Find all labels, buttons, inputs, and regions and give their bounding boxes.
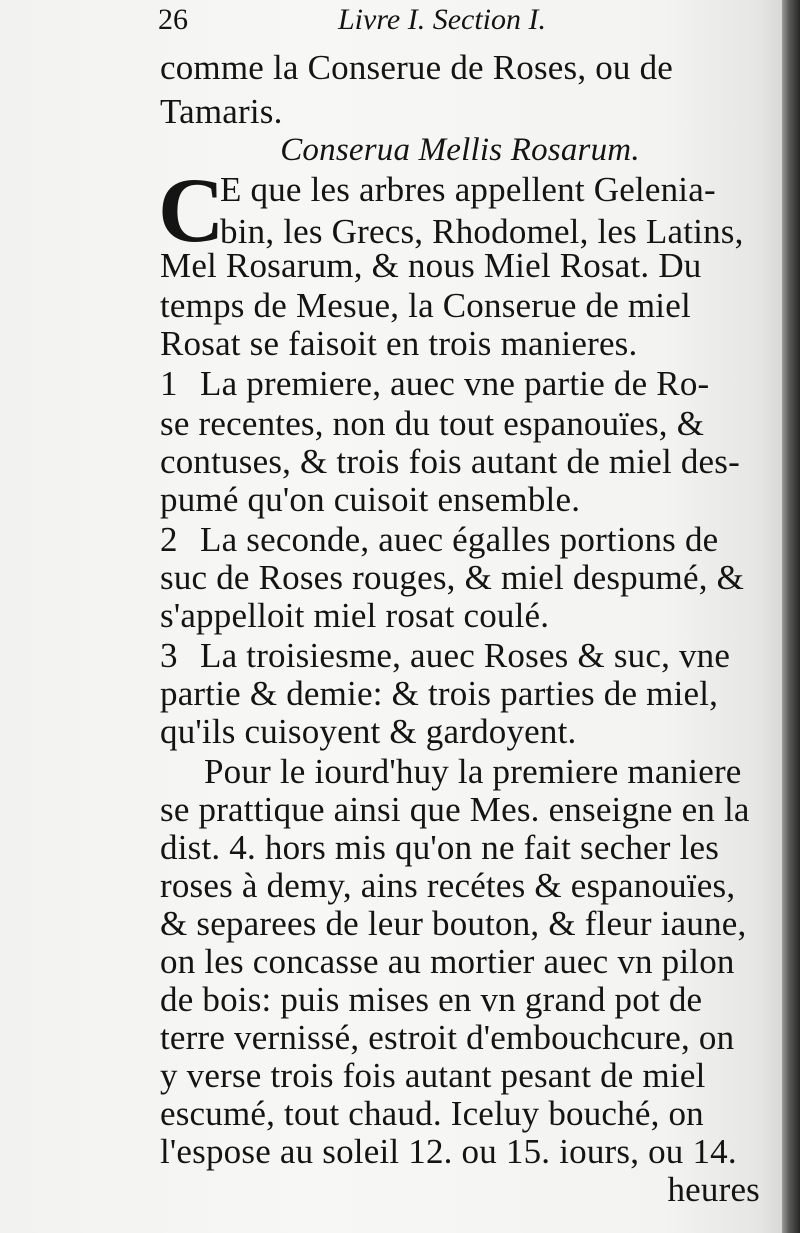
- item-number: 1: [160, 364, 178, 403]
- text-line: Mel Rosarum, & nous Miel Rosat. Du: [160, 246, 702, 285]
- text-line: l'espose au soleil 12. ou 15. iours, ou 14.: [160, 1132, 737, 1171]
- text-line: on les concasse au mortier auec vn pilon: [160, 942, 735, 981]
- text-line: se recentes, non du tout espanouïes, &: [160, 404, 705, 443]
- item-text: La premiere, auec vne partie de Ro-: [200, 364, 710, 403]
- running-title: Livre I. Section I.: [338, 3, 546, 36]
- text-line: Tamaris.: [160, 92, 283, 131]
- text-line: comme la Conserue de Roses, ou de: [160, 48, 674, 87]
- text-line: E que les arbres appellent Gelenia-: [220, 170, 716, 209]
- text-line: & separees de leur bouton, & fleur iaune,: [160, 904, 747, 943]
- paragraph-start: Pour le iourd'huy la premiere maniere: [204, 752, 742, 791]
- item-text: La seconde, auec égalles portions de: [200, 520, 719, 559]
- text-line: y verse trois fois autant pesant de miel: [160, 1056, 706, 1095]
- page-number: 26: [158, 3, 188, 36]
- item-number: 2: [160, 520, 178, 559]
- catchword: heures: [667, 1170, 760, 1209]
- text-line: temps de Mesue, la Conserue de miel: [160, 286, 691, 325]
- text-line: de bois: puis mises en vn grand pot de: [160, 980, 703, 1019]
- text-line: partie & demie: & trois parties de miel,: [160, 674, 719, 713]
- text-line: se prattique ainsi que Mes. enseigne en la: [160, 790, 750, 829]
- text-line: contuses, & trois fois autant de miel des-: [160, 442, 740, 481]
- numbered-item: [160, 362, 760, 406]
- text-line: pumé qu'on cuisoit ensemble.: [160, 480, 581, 519]
- text-line: s'appelloit miel rosat coulé.: [160, 596, 550, 635]
- text-line: escumé, tout chaud. Iceluy bouché, on: [160, 1094, 704, 1133]
- section-heading: Conserua Mellis Rosarum.: [280, 132, 640, 168]
- drop-capital: C: [158, 159, 225, 261]
- text-line: bin, les Grecs, Rhodomel, les Latins,: [220, 212, 744, 251]
- text-line: Rosat se faisoit en trois manieres.: [160, 324, 638, 363]
- item-text: La troisiesme, auec Roses & suc, vne: [200, 636, 731, 675]
- item-number: 3: [160, 636, 178, 675]
- text-line: suc de Roses rouges, & miel despumé, &: [160, 558, 745, 597]
- text-line: dist. 4. hors mis qu'on ne fait secher les: [160, 828, 720, 867]
- text-line: qu'ils cuisoyent & gardoyent.: [160, 712, 577, 751]
- book-binding-edge: [782, 0, 800, 1233]
- text-line: terre vernissé, estroit d'embouchcure, on: [160, 1018, 735, 1057]
- text-line: roses à demy, ains recétes & espanouïes,: [160, 866, 736, 905]
